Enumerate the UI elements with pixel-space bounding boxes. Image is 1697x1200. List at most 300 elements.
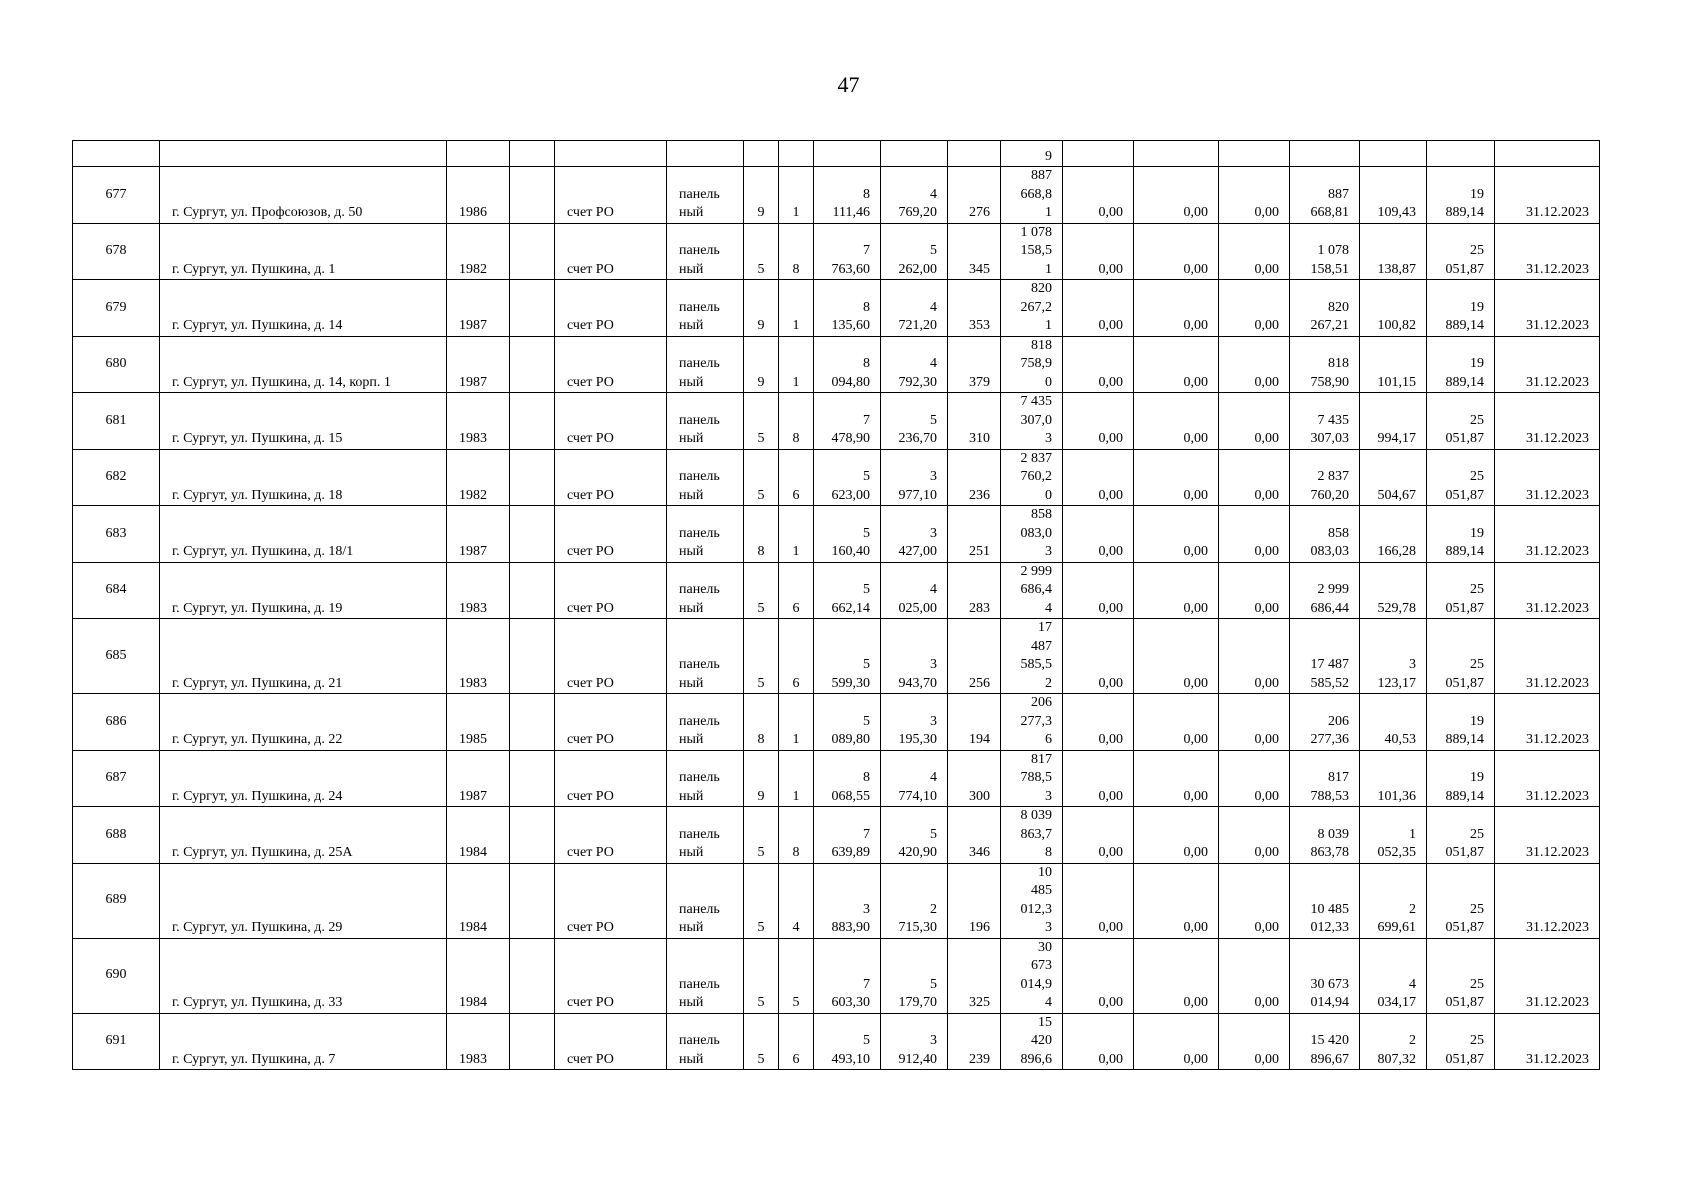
row-number: 681 (73, 393, 160, 450)
floors: 5 (744, 938, 779, 1013)
blank-cell (510, 506, 555, 563)
row-number: 689 (73, 863, 160, 938)
repair-cost: 820 267,2 1 (1001, 280, 1063, 337)
cost-per-m2: 2 699,61 (1360, 863, 1427, 938)
due-date: 31.12.2023 (1495, 280, 1600, 337)
funding-method: счет РО (555, 280, 667, 337)
cost-owners: 2 837 760,20 (1290, 449, 1360, 506)
residents: 310 (948, 393, 1001, 450)
build-year: 1987 (447, 506, 510, 563)
address: г. Сургут, ул. Пушкина, д. 1 (160, 223, 447, 280)
cost-fund-1: 0,00 (1063, 694, 1134, 751)
living-area: 5 420,90 (881, 807, 948, 864)
floors: 5 (744, 1013, 779, 1070)
row-number: 682 (73, 449, 160, 506)
residents: 194 (948, 694, 1001, 751)
cost-fund-3: 0,00 (1219, 280, 1290, 337)
cost-fund-2: 0,00 (1134, 1013, 1219, 1070)
cost-fund-3: 0,00 (1219, 619, 1290, 694)
cost-per-m2: 109,43 (1360, 167, 1427, 224)
page-number: 47 (837, 72, 860, 97)
due-date: 31.12.2023 (1495, 449, 1600, 506)
residents: 300 (948, 750, 1001, 807)
cost-fund-1: 0,00 (1063, 619, 1134, 694)
entrances: 8 (779, 393, 814, 450)
build-year: 1984 (447, 807, 510, 864)
repair-cost: 15 420 896,6 (1001, 1013, 1063, 1070)
blank-cell (510, 938, 555, 1013)
cost-fund-1: 0,00 (1063, 938, 1134, 1013)
build-year: 1986 (447, 167, 510, 224)
floors: 9 (744, 280, 779, 337)
entrances: 6 (779, 449, 814, 506)
cost-fund-1: 0,00 (1063, 280, 1134, 337)
floors: 5 (744, 863, 779, 938)
blank-cell (510, 619, 555, 694)
floors: 5 (744, 393, 779, 450)
floors: 5 (744, 619, 779, 694)
cost-owners: 8 039 863,78 (1290, 807, 1360, 864)
address: г. Сургут, ул. Пушкина, д. 19 (160, 562, 447, 619)
living-area: 5 262,00 (881, 223, 948, 280)
cost-fund-1: 0,00 (1063, 393, 1134, 450)
cost-fund-3: 0,00 (1219, 562, 1290, 619)
funding-method: счет РО (555, 750, 667, 807)
build-year: 1983 (447, 562, 510, 619)
table-row (73, 506, 1600, 563)
due-date: 31.12.2023 (1495, 750, 1600, 807)
blank-cell (510, 807, 555, 864)
cost-fund-3: 0,00 (1219, 336, 1290, 393)
wall-material: панель ный (667, 938, 744, 1013)
address: г. Сургут, ул. Пушкина, д. 18/1 (160, 506, 447, 563)
total-area: 5 089,80 (814, 694, 881, 751)
due-date: 31.12.2023 (1495, 336, 1600, 393)
table-row (73, 807, 1600, 864)
living-area: 4 774,10 (881, 750, 948, 807)
build-year: 1985 (447, 694, 510, 751)
cost-fund-2: 0,00 (1134, 167, 1219, 224)
cost-fund-1: 0,00 (1063, 223, 1134, 280)
cost-per-m2: 3 123,17 (1360, 619, 1427, 694)
wall-material: панель ный (667, 562, 744, 619)
cost-fund-3: 0,00 (1219, 938, 1290, 1013)
entrances: 1 (779, 694, 814, 751)
table-row (73, 863, 1600, 938)
repair-cost: 8 039 863,7 8 (1001, 807, 1063, 864)
entrances: 8 (779, 807, 814, 864)
cost-owners: 206 277,36 (1290, 694, 1360, 751)
residents: 236 (948, 449, 1001, 506)
cost-limit: 25 051,87 (1427, 223, 1495, 280)
due-date: 31.12.2023 (1495, 694, 1600, 751)
cost-per-m2: 101,15 (1360, 336, 1427, 393)
cost-owners: 17 487 585,52 (1290, 619, 1360, 694)
residents: 345 (948, 223, 1001, 280)
row-number: 691 (73, 1013, 160, 1070)
living-area: 3 195,30 (881, 694, 948, 751)
due-date: 31.12.2023 (1495, 167, 1600, 224)
floors: 5 (744, 223, 779, 280)
table-row (73, 750, 1600, 807)
cost-owners: 818 758,90 (1290, 336, 1360, 393)
cost-fund-2: 0,00 (1134, 506, 1219, 563)
address: г. Сургут, ул. Пушкина, д. 14 (160, 280, 447, 337)
residents: 196 (948, 863, 1001, 938)
living-area: 4 025,00 (881, 562, 948, 619)
total-area: 7 603,30 (814, 938, 881, 1013)
funding-method: счет РО (555, 619, 667, 694)
cost-fund-1: 0,00 (1063, 863, 1134, 938)
wall-material: панель ный (667, 506, 744, 563)
table-row (73, 393, 1600, 450)
cost-limit: 25 051,87 (1427, 449, 1495, 506)
cost-fund-1: 0,00 (1063, 449, 1134, 506)
living-area: 3 912,40 (881, 1013, 948, 1070)
cost-owners: 887 668,81 (1290, 167, 1360, 224)
cost-owners: 7 435 307,03 (1290, 393, 1360, 450)
cost-fund-3: 0,00 (1219, 694, 1290, 751)
floors: 5 (744, 807, 779, 864)
wall-material: панель ный (667, 223, 744, 280)
floors: 9 (744, 336, 779, 393)
cost-limit: 19 889,14 (1427, 750, 1495, 807)
cost-owners: 15 420 896,67 (1290, 1013, 1360, 1070)
cost-fund-2: 0,00 (1134, 336, 1219, 393)
living-area: 4 721,20 (881, 280, 948, 337)
cost-fund-3: 0,00 (1219, 807, 1290, 864)
cost-owners: 858 083,03 (1290, 506, 1360, 563)
address: г. Сургут, ул. Пушкина, д. 15 (160, 393, 447, 450)
due-date: 31.12.2023 (1495, 863, 1600, 938)
entrances: 1 (779, 750, 814, 807)
due-date: 31.12.2023 (1495, 1013, 1600, 1070)
due-date: 31.12.2023 (1495, 506, 1600, 563)
cost-limit: 25 051,87 (1427, 619, 1495, 694)
table-row (73, 223, 1600, 280)
housing-register-table (72, 140, 1600, 1070)
total-area: 7 639,89 (814, 807, 881, 864)
blank-cell (510, 393, 555, 450)
funding-method: счет РО (555, 1013, 667, 1070)
total-area: 3 883,90 (814, 863, 881, 938)
repair-cost: 817 788,5 3 (1001, 750, 1063, 807)
table-row (73, 619, 1600, 694)
cost-per-m2: 40,53 (1360, 694, 1427, 751)
cost-per-m2: 2 807,32 (1360, 1013, 1427, 1070)
residents: 346 (948, 807, 1001, 864)
cost-limit: 25 051,87 (1427, 562, 1495, 619)
cost-limit: 25 051,87 (1427, 807, 1495, 864)
entrances: 1 (779, 280, 814, 337)
address: г. Сургут, ул. Пушкина, д. 18 (160, 449, 447, 506)
total-area: 5 599,30 (814, 619, 881, 694)
row-number: 680 (73, 336, 160, 393)
cost-fund-3: 0,00 (1219, 506, 1290, 563)
cost-limit: 19 889,14 (1427, 280, 1495, 337)
cost-per-m2: 101,36 (1360, 750, 1427, 807)
total-area: 7 763,60 (814, 223, 881, 280)
cost-fund-1: 0,00 (1063, 167, 1134, 224)
cost-limit: 25 051,87 (1427, 938, 1495, 1013)
floors: 5 (744, 449, 779, 506)
due-date: 31.12.2023 (1495, 938, 1600, 1013)
cost-limit: 25 051,87 (1427, 393, 1495, 450)
entrances: 6 (779, 619, 814, 694)
cost-fund-2: 0,00 (1134, 938, 1219, 1013)
floors: 5 (744, 562, 779, 619)
cost-fund-3: 0,00 (1219, 223, 1290, 280)
total-area: 5 160,40 (814, 506, 881, 563)
funding-method: счет РО (555, 393, 667, 450)
floors: 9 (744, 750, 779, 807)
cost-per-m2: 166,28 (1360, 506, 1427, 563)
living-area: 3 977,10 (881, 449, 948, 506)
row-number: 683 (73, 506, 160, 563)
cost-limit: 25 051,87 (1427, 1013, 1495, 1070)
repair-cost: 7 435 307,0 3 (1001, 393, 1063, 450)
cost-fund-1: 0,00 (1063, 807, 1134, 864)
repair-cost: 30 673 014,9 4 (1001, 938, 1063, 1013)
cost-owners: 10 485 012,33 (1290, 863, 1360, 938)
build-year: 1983 (447, 1013, 510, 1070)
table-row (73, 167, 1600, 224)
repair-cost: 1 078 158,5 1 (1001, 223, 1063, 280)
cost-per-m2: 100,82 (1360, 280, 1427, 337)
cost-limit: 19 889,14 (1427, 694, 1495, 751)
living-area: 5 236,70 (881, 393, 948, 450)
living-area: 2 715,30 (881, 863, 948, 938)
blank-cell (510, 863, 555, 938)
cost-fund-2: 0,00 (1134, 393, 1219, 450)
due-date: 31.12.2023 (1495, 807, 1600, 864)
cost-fund-1: 0,00 (1063, 562, 1134, 619)
row-number: 679 (73, 280, 160, 337)
cost-fund-2: 0,00 (1134, 807, 1219, 864)
wall-material: панель ный (667, 167, 744, 224)
repair-cost: 887 668,8 1 (1001, 167, 1063, 224)
cost-fund-3: 0,00 (1219, 393, 1290, 450)
cost-fund-2: 0,00 (1134, 280, 1219, 337)
blank-cell (510, 280, 555, 337)
cost-owners: 1 078 158,51 (1290, 223, 1360, 280)
address: г. Сургут, ул. Пушкина, д. 24 (160, 750, 447, 807)
build-year: 1984 (447, 938, 510, 1013)
floors: 8 (744, 694, 779, 751)
table-row (73, 694, 1600, 751)
entrances: 8 (779, 223, 814, 280)
row-number: 678 (73, 223, 160, 280)
funding-method: счет РО (555, 807, 667, 864)
entrances: 6 (779, 1013, 814, 1070)
build-year: 1983 (447, 393, 510, 450)
entrances: 5 (779, 938, 814, 1013)
residents: 251 (948, 506, 1001, 563)
residents: 283 (948, 562, 1001, 619)
cost-fund-1: 0,00 (1063, 336, 1134, 393)
due-date: 31.12.2023 (1495, 562, 1600, 619)
repair-cost: 858 083,0 3 (1001, 506, 1063, 563)
row-number: 690 (73, 938, 160, 1013)
living-area: 3 427,00 (881, 506, 948, 563)
residents: 256 (948, 619, 1001, 694)
cost-owners: 2 999 686,44 (1290, 562, 1360, 619)
address: г. Сургут, ул. Пушкина, д. 7 (160, 1013, 447, 1070)
address: г. Сургут, ул. Пушкина, д. 33 (160, 938, 447, 1013)
entrances: 4 (779, 863, 814, 938)
build-year: 1982 (447, 449, 510, 506)
cost-fund-3: 0,00 (1219, 167, 1290, 224)
row-number: 686 (73, 694, 160, 751)
build-year: 1987 (447, 750, 510, 807)
address: г. Сургут, ул. Пушкина, д. 14, корп. 1 (160, 336, 447, 393)
cost-fund-3: 0,00 (1219, 1013, 1290, 1070)
cost-fund-2: 0,00 (1134, 223, 1219, 280)
entrances: 1 (779, 506, 814, 563)
wall-material: панель ный (667, 1013, 744, 1070)
funding-method: счет РО (555, 506, 667, 563)
cost-limit: 19 889,14 (1427, 336, 1495, 393)
repair-cost: 10 485 012,3 3 (1001, 863, 1063, 938)
row-number: 685 (73, 619, 160, 694)
wall-material: панель ный (667, 694, 744, 751)
funding-method: счет РО (555, 562, 667, 619)
table-row (73, 449, 1600, 506)
cost-owners: 817 788,53 (1290, 750, 1360, 807)
table-row (73, 280, 1600, 337)
residents: 353 (948, 280, 1001, 337)
living-area: 4 792,30 (881, 336, 948, 393)
cost-limit: 19 889,14 (1427, 506, 1495, 563)
build-year: 1984 (447, 863, 510, 938)
table-row (73, 336, 1600, 393)
due-date: 31.12.2023 (1495, 223, 1600, 280)
cost-fund-3: 0,00 (1219, 863, 1290, 938)
blank-cell (510, 223, 555, 280)
cost-per-m2: 4 034,17 (1360, 938, 1427, 1013)
entrances: 1 (779, 336, 814, 393)
cost-per-m2: 504,67 (1360, 449, 1427, 506)
entrances: 1 (779, 167, 814, 224)
blank-cell (510, 336, 555, 393)
residents: 325 (948, 938, 1001, 1013)
repair-cost: 2 999 686,4 4 (1001, 562, 1063, 619)
wall-material: панель ный (667, 750, 744, 807)
cost-fund-2: 0,00 (1134, 449, 1219, 506)
residents: 379 (948, 336, 1001, 393)
total-area: 8 135,60 (814, 280, 881, 337)
total-area: 5 493,10 (814, 1013, 881, 1070)
cost-per-m2: 529,78 (1360, 562, 1427, 619)
wall-material: панель ный (667, 619, 744, 694)
row-number: 687 (73, 750, 160, 807)
repair-cost: 2 837 760,2 0 (1001, 449, 1063, 506)
cost-fund-2: 0,00 (1134, 619, 1219, 694)
due-date: 31.12.2023 (1495, 619, 1600, 694)
cost-fund-2: 0,00 (1134, 694, 1219, 751)
cost-limit: 25 051,87 (1427, 863, 1495, 938)
cost-per-m2: 1 052,35 (1360, 807, 1427, 864)
floors: 9 (744, 167, 779, 224)
due-date: 31.12.2023 (1495, 393, 1600, 450)
build-year: 1983 (447, 619, 510, 694)
address: г. Сургут, ул. Пушкина, д. 25А (160, 807, 447, 864)
blank-cell (510, 750, 555, 807)
funding-method: счет РО (555, 694, 667, 751)
cost-fund-3: 0,00 (1219, 750, 1290, 807)
residents: 239 (948, 1013, 1001, 1070)
row-number: 677 (73, 167, 160, 224)
cost-fund-2: 0,00 (1134, 562, 1219, 619)
blank-cell (510, 1013, 555, 1070)
funding-method: счет РО (555, 223, 667, 280)
blank-cell (510, 694, 555, 751)
living-area: 5 179,70 (881, 938, 948, 1013)
wall-material: панель ный (667, 449, 744, 506)
total-area: 8 094,80 (814, 336, 881, 393)
wall-material: панель ный (667, 336, 744, 393)
blank-cell (510, 562, 555, 619)
cost-owners: 820 267,21 (1290, 280, 1360, 337)
total-area: 7 478,90 (814, 393, 881, 450)
cost-fund-1: 0,00 (1063, 1013, 1134, 1070)
repair-cost: 818 758,9 0 (1001, 336, 1063, 393)
row-number: 688 (73, 807, 160, 864)
total-area: 5 662,14 (814, 562, 881, 619)
repair-cost: 206 277,3 6 (1001, 694, 1063, 751)
funding-method: счет РО (555, 863, 667, 938)
cost-limit: 19 889,14 (1427, 167, 1495, 224)
total-area: 8 111,46 (814, 167, 881, 224)
wall-material: панель ный (667, 393, 744, 450)
continued-row (73, 141, 1600, 167)
cost-per-m2: 994,17 (1360, 393, 1427, 450)
funding-method: счет РО (555, 449, 667, 506)
cost-fund-2: 0,00 (1134, 750, 1219, 807)
row-number: 684 (73, 562, 160, 619)
cost-fund-1: 0,00 (1063, 750, 1134, 807)
funding-method: счет РО (555, 167, 667, 224)
wall-material: панель ный (667, 807, 744, 864)
wall-material: панель ный (667, 280, 744, 337)
blank-cell (510, 167, 555, 224)
table-row (73, 1013, 1600, 1070)
entrances: 6 (779, 562, 814, 619)
table-row (73, 562, 1600, 619)
floors: 8 (744, 506, 779, 563)
residents: 276 (948, 167, 1001, 224)
address: г. Сургут, ул. Пушкина, д. 29 (160, 863, 447, 938)
cost-per-m2: 138,87 (1360, 223, 1427, 280)
total-area: 8 068,55 (814, 750, 881, 807)
address: г. Сургут, ул. Пушкина, д. 21 (160, 619, 447, 694)
build-year: 1987 (447, 336, 510, 393)
funding-method: счет РО (555, 938, 667, 1013)
cost-fund-2: 0,00 (1134, 863, 1219, 938)
cost-fund-3: 0,00 (1219, 449, 1290, 506)
cost-owners: 30 673 014,94 (1290, 938, 1360, 1013)
funding-method: счет РО (555, 336, 667, 393)
address: г. Сургут, ул. Пушкина, д. 22 (160, 694, 447, 751)
repair-cost: 17 487 585,5 2 (1001, 619, 1063, 694)
build-year: 1982 (447, 223, 510, 280)
table-row (73, 938, 1600, 1013)
living-area: 4 769,20 (881, 167, 948, 224)
cost-fund-1: 0,00 (1063, 506, 1134, 563)
wall-material: панель ный (667, 863, 744, 938)
blank-cell (510, 449, 555, 506)
cost-fragment: 9 (1001, 141, 1063, 167)
